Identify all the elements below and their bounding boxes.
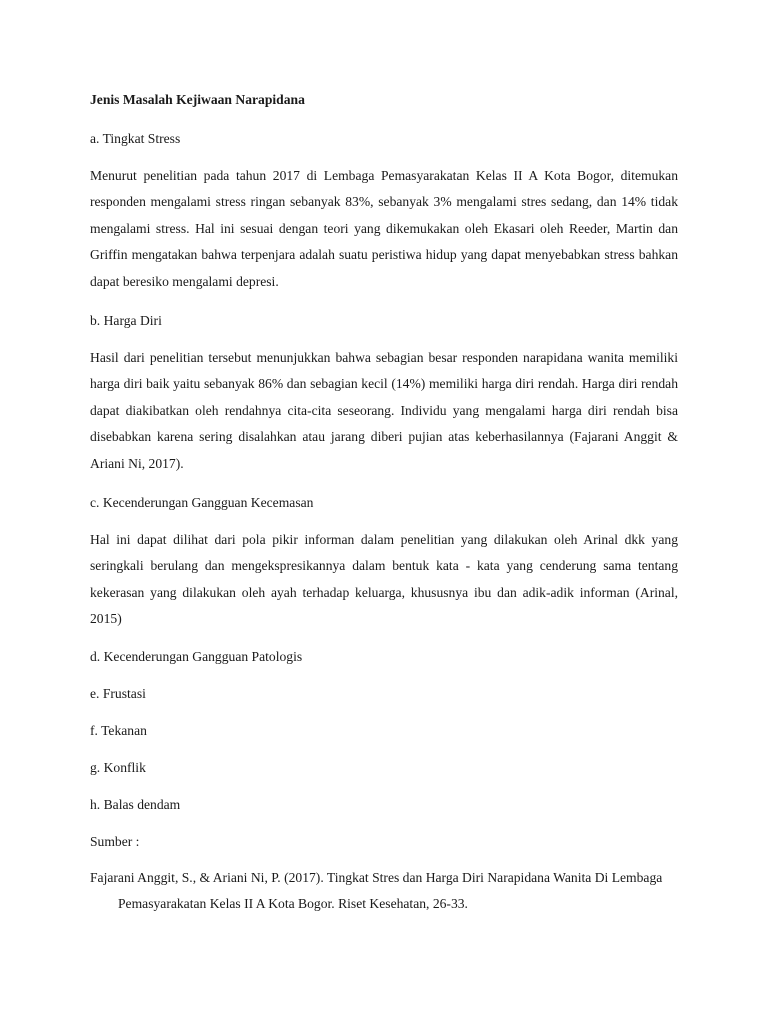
section-c-paragraph: Hal ini dapat dilihat dari pola pikir informan dalam penelitian yang dilakukan oleh Arinal dkk yang seringkali berulang dan mengekspresikannya dalam bentuk kata - kata yang cenderung sama tentang kekerasan yang dilakukan oleh ayah terhadap keluarga, khususnya ibu dan adik-adik informan (Arinal, 2015) (90, 532, 678, 627)
section-g-heading: g. Konflik (90, 760, 146, 775)
section-a-heading: a. Tingkat Stress (90, 131, 181, 146)
section-a-paragraph: Menurut penelitian pada tahun 2017 di Lembaga Pemasyarakatan Kelas II A Kota Bogor, ditemukan responden mengalami stress ringan sebanyak 83%, sebanyak 3% mengalami stres sedang, dan 14% tidak mengalami stress. Hal ini sesuai dengan teori yang dikemukakan oleh Ekasari oleh Reeder, Martin dan Griffin mengatakan bahwa terpenjara adalah suatu peristiwa hidup yang dapat menyebabkan stress bahkan dapat beresiko mengalami depresi. (90, 168, 678, 289)
document-title: Jenis Masalah Kejiwaan Narapidana (90, 92, 305, 107)
section-b-heading: b. Harga Diri (90, 313, 162, 328)
reference-entry: Fajarani Anggit, S., & Ariani Ni, P. (2017). Tingkat Stres dan Harga Diri Narapidana Wanita Di Lembaga Pemasyarakatan Kelas II A Kota Bogor. Riset Kesehatan, 26-33. (90, 870, 663, 911)
sources-label: Sumber : (90, 834, 140, 849)
section-h-heading: h. Balas dendam (90, 797, 181, 812)
section-d-heading: d. Kecenderungan Gangguan Patologis (90, 649, 303, 664)
section-e-heading: e. Frustasi (90, 686, 146, 701)
section-f-heading: f. Tekanan (90, 723, 147, 738)
section-b-paragraph: Hasil dari penelitian tersebut menunjukkan bahwa sebagian besar responden narapidana wanita memiliki harga diri baik yaitu sebanyak 86% dan sebagian kecil (14%) memiliki harga diri rendah. Harga diri rendah dapat diakibatkan oleh rendahnya cita-cita seseorang. Individu yang mengalami harga diri rendah bisa disebabkan karena sering disalahkan atau jarang diberi pujian atas keberhasilannya (Fajarani Anggit & Ariani Ni, 2017). (90, 350, 678, 471)
section-c-heading: c. Kecenderungan Gangguan Kecemasan (90, 495, 314, 510)
